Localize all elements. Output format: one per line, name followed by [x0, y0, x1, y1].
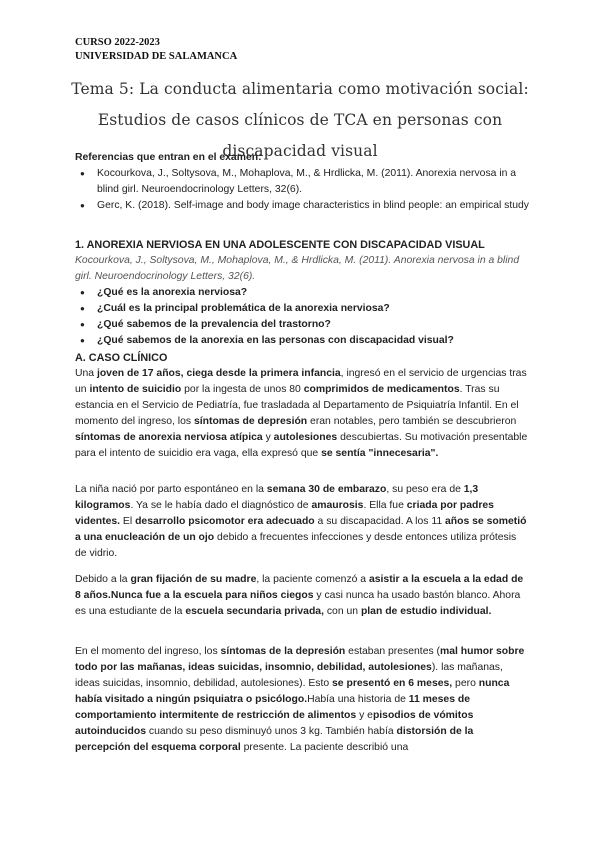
reference-item: ● Gerc, K. (2018). Self-image and body image characteristics in blind people: an empirical study [75, 198, 530, 214]
question-item: ● ¿Qué sabemos de la prevalencia del trastorno? [75, 317, 530, 333]
university-label: UNIVERSIDAD DE SALAMANCA [75, 51, 238, 62]
clinical-case-section [75, 350, 530, 462]
page-title: Tema 5: La conducta alimentaria como motivación social: Estudios de casos clínicos de TCA en personas con discapacidad visual [71, 80, 529, 160]
case-paragraph-4: En el momento del ingreso, los síntomas de la depresión estaban presentes (mal humor sobre todo por las mañanas, ideas suicidas, insomnio, debilidad, autolesiones). las mañanas, ideas suicidas, insomnio, debilidad, autolesiones). Esto se presentó en 6 meses, pero nunca había visitado a ningún psiquiatra o psicólogo.Había una historia de 11 meses de comportamiento intermitente de restricción de alimentos y episodios de vómitos autoinducidos cuando su peso disminuyó unos 3 kg. También había distorsión de la percepción del esquema corporal presente. La paciente describió una [75, 646, 525, 753]
case-paragraph-2-block [75, 482, 530, 562]
course-label: CURSO 2022-2023 [75, 37, 160, 48]
questions-list [75, 285, 530, 349]
section-1-heading: 1. ANOREXIA NERVIOSA EN UNA ADOLESCENTE CON DISCAPACIDAD VISUAL [75, 239, 485, 251]
case-paragraph-1: Una joven de 17 años, ciega desde la primera infancia, ingresó en el servicio de urgencias tras un intento de suicidio por la ingesta de unos 80 comprimidos de medicamentos. Tras su estancia en el Servicio de Pediatría, fue trasladada al Departamento de Psiquiatría Infantil. En el momento del ingreso, los síntomas de depresión eran notables, pero también se descubrieron síntomas de anorexia nerviosa atípica y autolesiones descubiertas. Su motivación presentable para el intento de suicidio era vaga, ella expresó que se sentía "innecesaria". [75, 368, 528, 459]
clinical-case-heading: A. CASO CLÍNICO [75, 352, 168, 364]
case-paragraph-4-block [75, 644, 530, 756]
case-paragraph-3: Debido a la gran fijación de su madre, la paciente comenzó a asistir a la escuela a la edad de 8 años.Nunca fue a la escuela para niños ciegos y casi nunca ha usado bastón blanco. Ahora es una estudiante de la escuela secundaria privada, con un plan de estudio individual. [75, 574, 524, 617]
references-heading: Referencias que entran en el examen: [75, 152, 262, 163]
question-item: ● ¿Qué es la anorexia nerviosa? [75, 285, 530, 301]
section-1 [75, 237, 530, 349]
question-item: ● ¿Qué sabemos de la anorexia en las personas con discapacidad visual? [75, 333, 530, 349]
references-section [75, 150, 530, 214]
case-paragraph-2: La niña nació por parto espontáneo en la semana 30 de embarazo, su peso era de 1,3 kilogramos. Ya se le había dado el diagnóstico de amaurosis. Ella fue criada por padres videntes. El desarrollo psicomotor era adecuado a su discapacidad. A los 11 años se sometió a una enucleación de un ojo debido a frecuentes infecciones y desde entonces utiliza prótesis de vidrio. [75, 484, 527, 559]
case-paragraph-3-block [75, 572, 530, 620]
section-1-citation: Kocourkova, J., Soltysova, M., Mohaplova, M., & Hrdlicka, M. (2011). Anorexia nervosa in a blind girl. Neuroendocrinology Letters, 32(6). [75, 255, 520, 282]
document-header [75, 36, 237, 64]
references-list [75, 166, 530, 214]
question-item: ● ¿Cuál es la principal problemática de la anorexia nerviosa? [75, 301, 530, 317]
reference-item: ● Kocourkova, J., Soltysova, M., Mohaplova, M., & Hrdlicka, M. (2011). Anorexia nervosa in a blind girl. Neuroendocrinology Letters, 32(6). [75, 166, 530, 198]
